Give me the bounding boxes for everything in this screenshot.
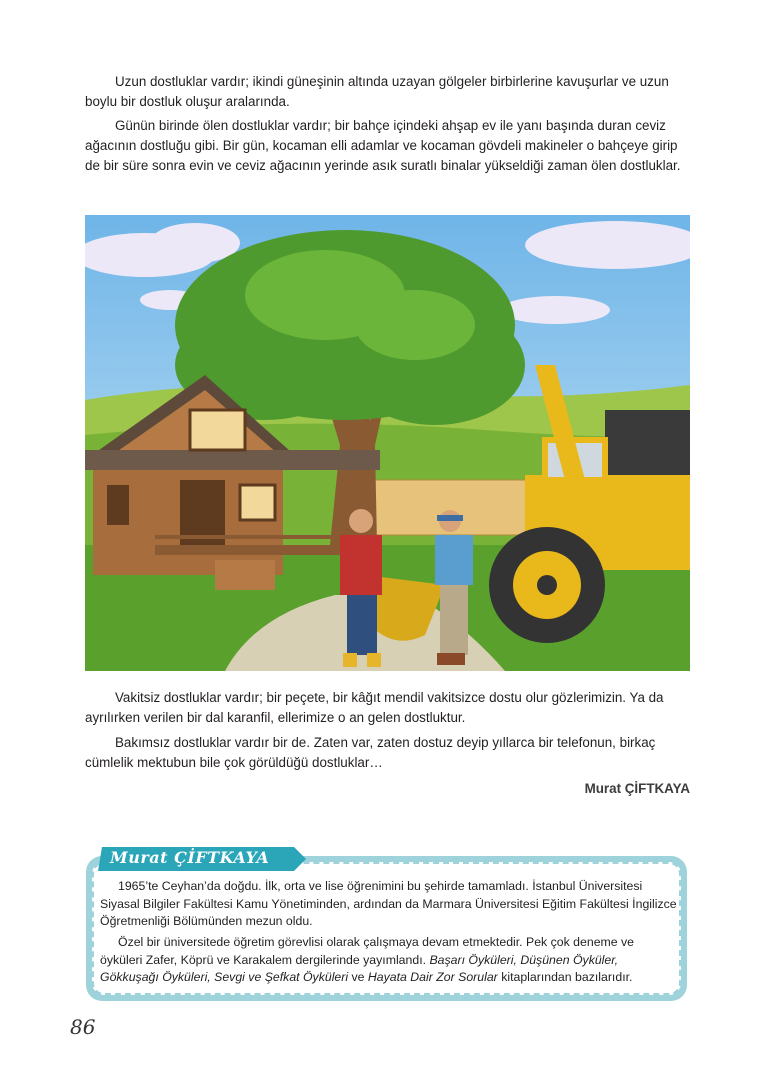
bio-books-list: Başarı Öyküleri, Düşünen Öyküler, Gökkuşağı Öyküleri, Sevgi ve Şefkat Öyküleri [100,952,619,984]
page-number: 86 [70,1015,96,1039]
paragraph-3: Vakitsiz dostluklar vardır; bir peçete, bir kâğıt mendil vakitsizce dostu olur gözlerimizin. Ya da ayrılırken verilen bir dal karanfil, ellerimize o an gelen dostluktur. [85,690,664,725]
paragraph-2: Günün birinde ölen dostluklar vardır; bir bahçe içindeki ahşap ev ile yanı başında duran ceviz ağacının dostluğu gibi. Bir gün, kocaman elli adamlar ve kocaman gövdeli makineler o bahçeye girip de bir süre sonra evin ve ceviz ağacının yerinde asık suratlı binalar yükseldiği zaman ölen dostluklar. [85,118,681,173]
illustration-house-tree-bulldozer [85,215,690,671]
author-bio-title: Murat ÇİFTKAYA [110,848,270,867]
bio-text-and: ve [348,970,368,984]
paragraph-4: Bakımsız dostluklar vardır bir de. Zaten var, zaten dostuz deyip yıllarca bir telefonun, birkaç cümlelik mektubun bile çok görüldüğü dostluklar… [85,735,656,770]
paragraph-1: Uzun dostluklar vardır; ikindi güneşinin altında uzayan gölgeler birbirlerine kavuşurlar ve uzun boylu bir dostluk oluşur aralarında. [85,74,669,109]
author-bio-title-tab [98,845,308,873]
author-bio-paragraph-2 [100,934,678,987]
bio-last-book: Hayata Dair Zor Sorular [367,970,498,984]
author-signature: Murat ÇİFTKAYA [584,781,690,796]
bio-text-start: Özel bir üniversitede öğretim görevlisi olarak çalışmaya devam etmektedir. Pek çok deneme ve öyküleri Zafer, Köprü ve Karakalem dergilerinde yayımlandı. [100,935,635,967]
author-bio-paragraph-1: 1965’te Ceyhan’da doğdu. İlk, orta ve lise öğrenimini bu şehirde tamamladı. İstanbul Üniversitesi Siyasal Bilgiler Fakültesi Kamu Yönetiminden, ardından da Marmara Üniversitesi Eğitim Fakültesi İngilizce Öğretmenliği Bölümünden mezun oldu. [100,879,677,928]
bio-text-end: kitaplarından bazılarıdır. [497,970,633,984]
